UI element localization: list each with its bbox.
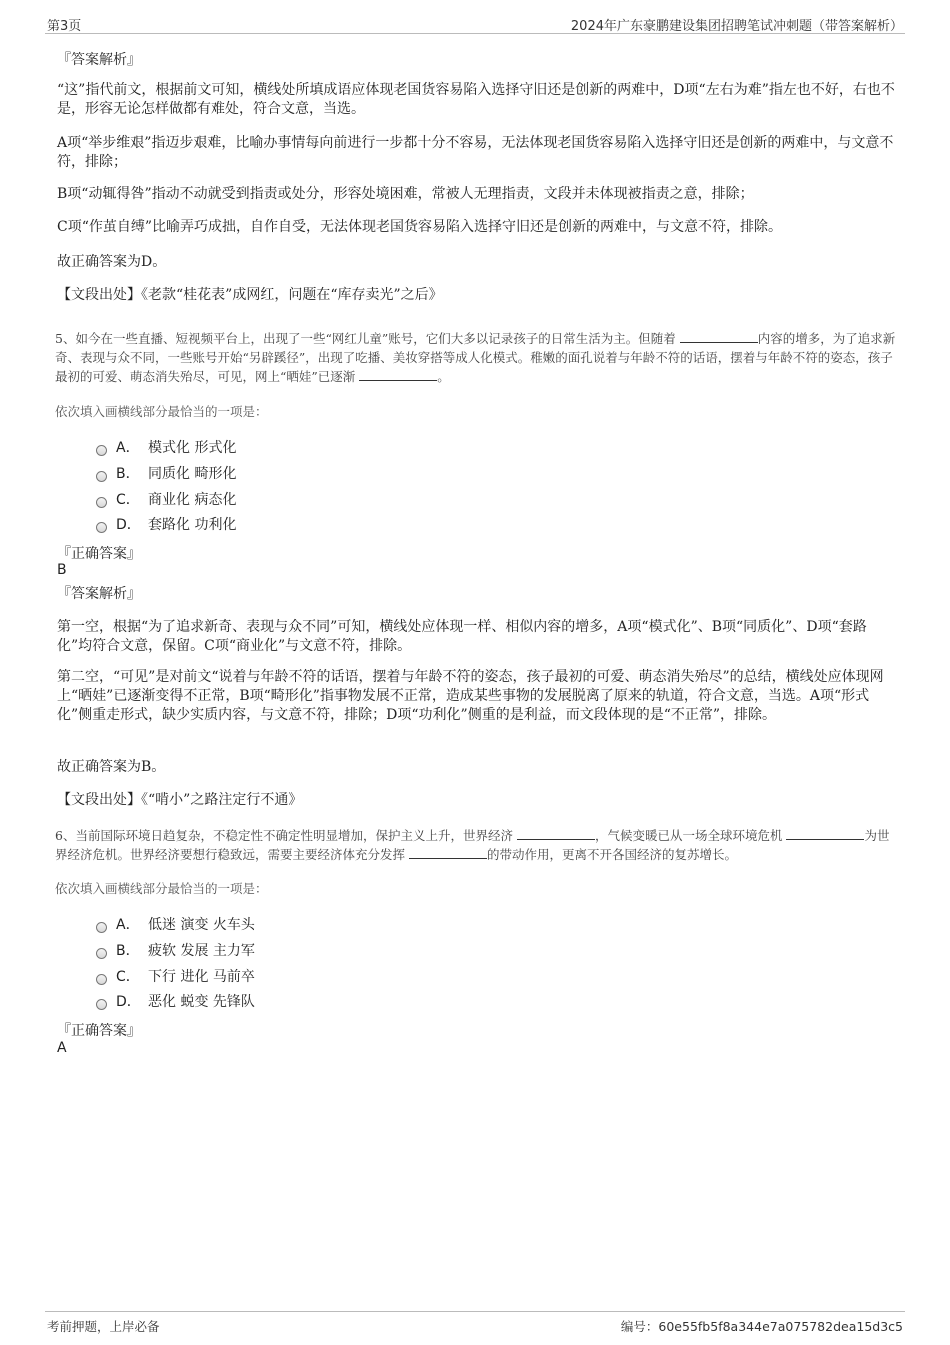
q5-source: 【文段出处】《“啃小”之路注定行不通》 [57, 792, 303, 808]
q5-analysis-para-1: 第一空，根据“为了追求新奇、表现与众不同”可知，横线处应体现一样、相似内容的增多，A项“模式化”、B项“同质化”、D项“套路化”均符合文意，保留。C项“商业化”与文意不符，排除。 [57, 619, 867, 654]
q5-conclusion: 故正确答案为B。 [57, 759, 166, 775]
page-footer [45, 1311, 905, 1336]
q4-source: 【文段出处】《老款“桂花表”成网红，问题在“库存卖光”之后》 [57, 287, 443, 303]
q4-analysis-para-2: A项“举步维艰”指迈步艰难，比喻办事情每向前进行一步都十分不容易，无法体现老国货容易陷入选择守旧还是创新的两难中，与文意不符，排除； [57, 135, 894, 170]
q4-analysis-para-1: “这”指代前文，根据前文可知，横线处所填成语应体现老国货容易陷入选择守旧还是创新的两难中，D项“左右为难”指左也不好，右也不是，形容无论怎样做都有难处，符合文意，当选。 [57, 82, 895, 117]
radio-icon[interactable] [96, 445, 107, 456]
footer-slogan: 考前押题，上岸必备 [47, 1319, 160, 1334]
q5-blank-2 [359, 368, 437, 381]
q5-blank-1 [680, 330, 758, 343]
radio-icon[interactable] [96, 497, 107, 508]
q6-correct-answer: A [57, 1040, 67, 1056]
q6-blank-1 [517, 827, 595, 840]
q5-option-a[interactable]: A． 模式化 形式化 [96, 436, 236, 458]
q6-option-c[interactable]: C． 下行 进化 马前卒 [96, 965, 255, 987]
q6-blank-2 [786, 827, 864, 840]
radio-icon[interactable] [96, 471, 107, 482]
page-number: 第3页 [47, 19, 82, 34]
radio-icon[interactable] [96, 922, 107, 933]
q4-analysis-heading: 『答案解析』 [57, 52, 141, 68]
page-header [45, 13, 905, 34]
q5-analysis-heading: 『答案解析』 [57, 586, 141, 602]
document-title: 2024年广东豪鹏建设集团招聘笔试冲刺题（带答案解析） [570, 19, 903, 34]
q5-correct-heading: 『正确答案』 [57, 546, 141, 562]
q5-prompt: 依次填入画横线部分最恰当的一项是： [55, 404, 268, 419]
q6-prompt: 依次填入画横线部分最恰当的一项是： [55, 881, 268, 896]
q6-stem: 6、当前国际环境日趋复杂，不稳定性不确定性明显增加，保护主义上升，世界经济 ，气候变暖已从一场全球环境危机 为世界经济危机。世界经济要想行稳致远，需要主要经济体充分发挥 的带动作用，更离不开各国经济的复苏增长。 [55, 828, 890, 862]
q4-analysis-para-3: B项“动辄得咎”指动不动就受到指责或处分，形容处境困难，常被人无理指责，文段并未体现被指责之意，排除； [57, 186, 754, 202]
q5-stem: 5、如今在一些直播、短视频平台上，出现了一些“网红儿童”账号，它们大多以记录孩子的日常生活为主。但随着 内容的增多，为了追求新奇、表现与众不同，一些账号开始“另辟蹊径”，出现了吃播、美妆穿搭等成人化模式。稚嫩的面孔说着与年龄不符的话语，摆着与年龄不符的姿态，孩子最初的可爱、萌态消失殆尽，可见，网上“晒娃”已逐渐 。 [55, 331, 896, 384]
document-serial: 编号：60e55fb5f8a344e7a075782dea15d3c5 [620, 1319, 903, 1334]
radio-icon[interactable] [96, 974, 107, 985]
q5-option-c[interactable]: C． 商业化 病态化 [96, 488, 236, 510]
q4-conclusion: 故正确答案为D。 [57, 254, 167, 270]
q6-correct-heading: 『正确答案』 [57, 1023, 141, 1039]
q6-option-b[interactable]: B． 疲软 发展 主力军 [96, 939, 255, 961]
q6-option-d[interactable]: D． 恶化 蜕变 先锋队 [96, 990, 255, 1012]
q5-analysis-para-2: 第二空，“可见”是对前文“说着与年龄不符的话语，摆着与年龄不符的姿态，孩子最初的可爱、萌态消失殆尽”的总结，横线处应体现网上“晒娃”已逐渐变得不正常，B项“畸形化”指事物发展不正常，造成某些事物的发展脱离了原来的轨道，符合文意，当选。A项“形式化”侧重走形式，缺少实质内容，与文意不符，排除；D项“功利化”侧重的是利益，而文段体现的是“不正常”，排除。 [57, 669, 884, 723]
q5-option-d[interactable]: D． 套路化 功利化 [96, 513, 236, 535]
radio-icon[interactable] [96, 948, 107, 959]
q4-analysis-para-4: C项“作茧自缚”比喻弄巧成拙，自作自受，无法体现老国货容易陷入选择守旧还是创新的两难中，与文意不符，排除。 [57, 219, 783, 235]
q6-blank-3 [409, 846, 487, 859]
q6-option-a[interactable]: A． 低迷 演变 火车头 [96, 913, 255, 935]
q5-option-b[interactable]: B． 同质化 畸形化 [96, 462, 236, 484]
radio-icon[interactable] [96, 522, 107, 533]
radio-icon[interactable] [96, 999, 107, 1010]
q5-correct-answer: B [57, 562, 67, 578]
